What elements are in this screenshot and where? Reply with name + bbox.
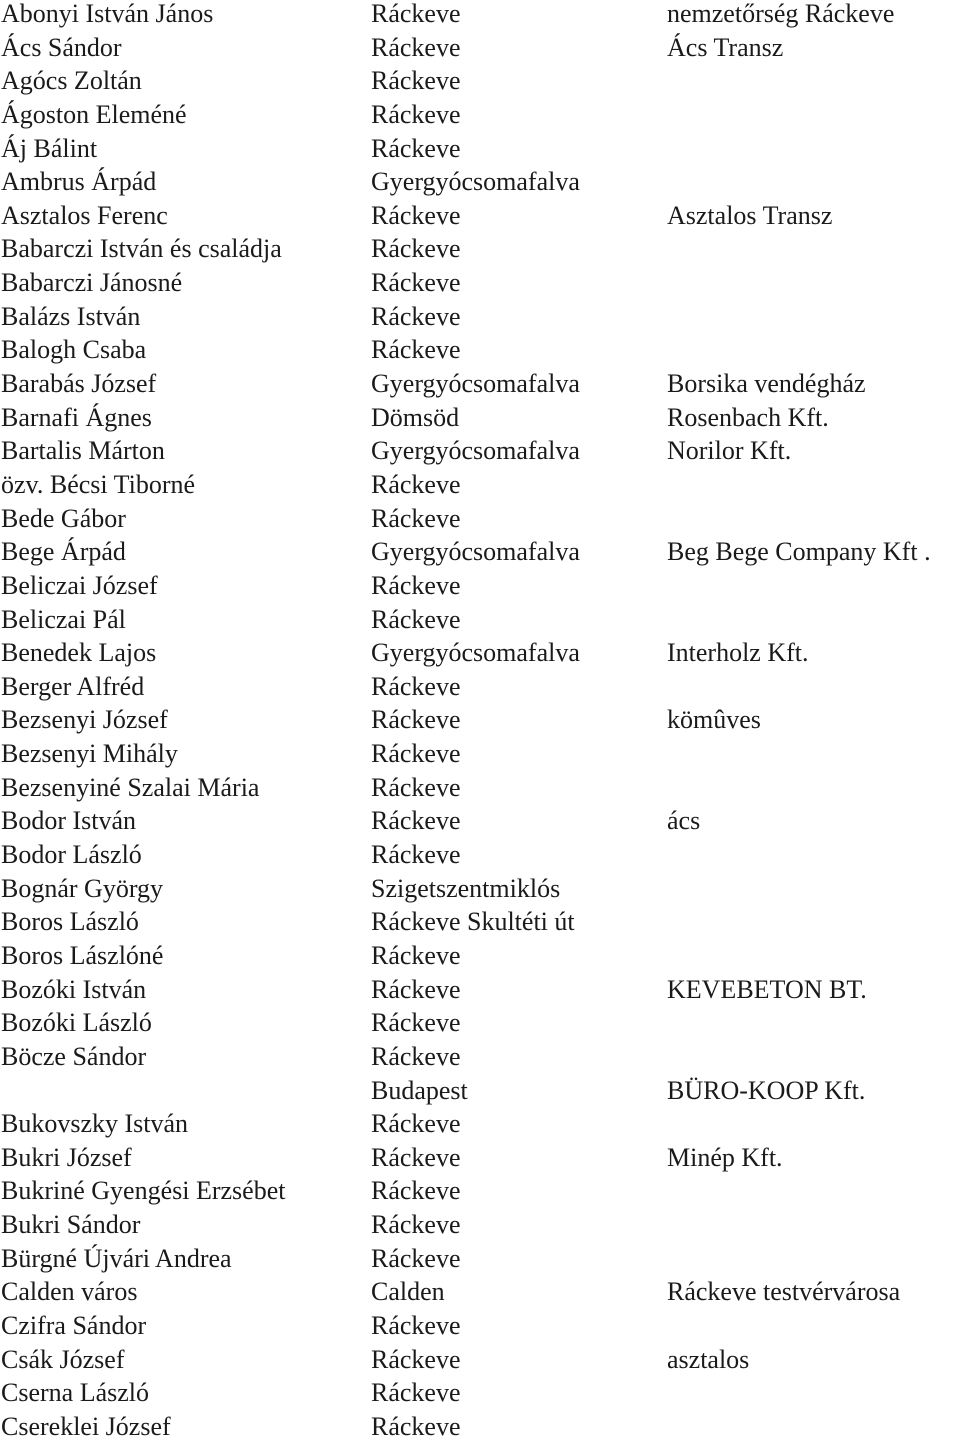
list-row xyxy=(0,165,960,199)
list-row xyxy=(0,502,960,536)
row-name: Beliczai József xyxy=(1,570,158,600)
row-note: Rosenbach Kft. xyxy=(667,402,829,432)
list-row xyxy=(0,367,960,401)
row-note: nemzetőrség Ráckeve xyxy=(667,0,895,28)
row-name: Bartalis Márton xyxy=(1,436,165,466)
row-place: Ráckeve xyxy=(371,133,461,163)
row-name: Barnafi Ágnes xyxy=(1,402,152,432)
row-name: Böcze Sándor xyxy=(1,1041,147,1071)
row-name: Csereklei József xyxy=(1,1411,171,1441)
row-note: Minép Kft. xyxy=(667,1142,783,1172)
list-row xyxy=(0,1174,960,1208)
row-name: Bodor László xyxy=(1,840,142,870)
list-row xyxy=(0,1208,960,1242)
row-note: kömûves xyxy=(667,705,761,735)
row-place: Ráckeve xyxy=(371,1310,461,1340)
list-row xyxy=(0,0,960,31)
list-row xyxy=(0,603,960,637)
row-place: Ráckeve xyxy=(371,335,461,365)
row-name: özv. Bécsi Tiborné xyxy=(1,469,196,499)
row-place: Ráckeve xyxy=(371,974,461,1004)
row-place: Ráckeve xyxy=(371,570,461,600)
list-row xyxy=(0,737,960,771)
list-row xyxy=(0,1242,960,1276)
row-name: Abonyi István János xyxy=(1,0,214,28)
list-row xyxy=(0,1410,960,1444)
row-place: Gyergyócsomafalva xyxy=(371,537,580,567)
row-note: Asztalos Transz xyxy=(667,200,833,230)
list-row xyxy=(0,1343,960,1377)
list-row xyxy=(0,1040,960,1074)
row-name: Benedek Lajos xyxy=(1,638,157,668)
list-row xyxy=(0,31,960,65)
row-name: Bukri József xyxy=(1,1142,132,1172)
row-name: Bognár György xyxy=(1,873,164,903)
row-place: Ráckeve xyxy=(371,806,461,836)
row-place: Ráckeve xyxy=(371,200,461,230)
row-place: Ráckeve xyxy=(371,1142,461,1172)
list-row xyxy=(0,535,960,569)
row-name: Czifra Sándor xyxy=(1,1310,147,1340)
list-row xyxy=(0,132,960,166)
row-place: Ráckeve xyxy=(371,469,461,499)
row-note: asztalos xyxy=(667,1344,750,1374)
list-row xyxy=(0,333,960,367)
row-place: Ráckeve xyxy=(371,1210,461,1240)
row-name: Asztalos Ferenc xyxy=(1,200,168,230)
list-row xyxy=(0,468,960,502)
list-row xyxy=(0,98,960,132)
row-name: Bodor István xyxy=(1,806,137,836)
row-note: Norilor Kft. xyxy=(667,436,792,466)
list-row xyxy=(0,64,960,98)
list-row xyxy=(0,804,960,838)
list-row xyxy=(0,1275,960,1309)
row-name: Agócs Zoltán xyxy=(1,66,142,96)
list-row xyxy=(0,1006,960,1040)
list-row xyxy=(0,434,960,468)
list-row xyxy=(0,636,960,670)
row-name: Boros László xyxy=(1,907,139,937)
row-place: Ráckeve xyxy=(371,234,461,264)
row-name: Babarczi Jánosné xyxy=(1,268,183,298)
row-place: Ráckeve xyxy=(371,503,461,533)
list-row xyxy=(0,872,960,906)
list-row xyxy=(0,1074,960,1108)
row-place: Ráckeve xyxy=(371,1008,461,1038)
list-row xyxy=(0,1141,960,1175)
list-row xyxy=(0,670,960,704)
row-place: Gyergyócsomafalva xyxy=(371,369,580,399)
row-name: Bezsenyi József xyxy=(1,705,168,735)
row-name: Ágoston Eleméné xyxy=(1,99,187,129)
list-row xyxy=(0,199,960,233)
row-place: Ráckeve xyxy=(371,1176,461,1206)
row-note: BÜRO-KOOP Kft. xyxy=(667,1075,866,1105)
row-place: Ráckeve xyxy=(371,301,461,331)
row-name: Balázs István xyxy=(1,301,141,331)
row-name: Cserna László xyxy=(1,1378,150,1408)
list-row xyxy=(0,771,960,805)
row-place: Ráckeve xyxy=(371,1411,461,1441)
row-name: Bukri Sándor xyxy=(1,1210,141,1240)
row-place: Ráckeve xyxy=(371,0,461,28)
row-place: Ráckeve xyxy=(371,66,461,96)
list-row xyxy=(0,703,960,737)
row-place: Ráckeve xyxy=(371,99,461,129)
list-row xyxy=(0,939,960,973)
row-note: Ács Transz xyxy=(667,32,784,62)
row-note: ács xyxy=(667,806,701,836)
row-name: Balogh Csaba xyxy=(1,335,147,365)
row-name: Babarczi István és családja xyxy=(1,234,282,264)
row-place: Gyergyócsomafalva xyxy=(371,167,580,197)
row-name: Barabás József xyxy=(1,369,157,399)
row-place: Ráckeve xyxy=(371,739,461,769)
list-row xyxy=(0,1309,960,1343)
row-place: Ráckeve xyxy=(371,840,461,870)
list-row xyxy=(0,401,960,435)
row-place: Ráckeve xyxy=(371,772,461,802)
row-place: Ráckeve xyxy=(371,940,461,970)
row-place: Szigetszentmiklós xyxy=(371,873,561,903)
row-name: Beliczai Pál xyxy=(1,604,126,634)
list-row xyxy=(0,1107,960,1141)
row-name: Berger Alfréd xyxy=(1,671,145,701)
row-note: KEVEBETON BT. xyxy=(667,974,867,1004)
list-row xyxy=(0,232,960,266)
row-place: Ráckeve xyxy=(371,604,461,634)
row-name: Bede Gábor xyxy=(1,503,126,533)
row-place: Calden xyxy=(371,1277,445,1307)
row-place: Ráckeve Skultéti út xyxy=(371,907,575,937)
row-place: Dömsöd xyxy=(371,402,460,432)
row-name: Ács Sándor xyxy=(1,32,122,62)
row-place: Gyergyócsomafalva xyxy=(371,436,580,466)
row-place: Ráckeve xyxy=(371,32,461,62)
list-row xyxy=(0,1376,960,1410)
row-place: Ráckeve xyxy=(371,1243,461,1273)
row-place: Ráckeve xyxy=(371,1041,461,1071)
row-name: Bege Árpád xyxy=(1,537,126,567)
row-name: Bezsenyi Mihály xyxy=(1,739,178,769)
row-place: Gyergyócsomafalva xyxy=(371,638,580,668)
row-name: Áj Bálint xyxy=(1,133,98,163)
row-name: Bozóki László xyxy=(1,1008,152,1038)
list-row xyxy=(0,300,960,334)
row-name: Bezsenyiné Szalai Mária xyxy=(1,772,260,802)
row-place: Ráckeve xyxy=(371,705,461,735)
row-name: Csák József xyxy=(1,1344,125,1374)
row-name: Boros Lászlóné xyxy=(1,940,164,970)
row-name: Bozóki István xyxy=(1,974,147,1004)
row-place: Ráckeve xyxy=(371,1109,461,1139)
row-name: Ambrus Árpád xyxy=(1,167,157,197)
row-name: Bürgné Újvári Andrea xyxy=(1,1243,232,1273)
row-place: Ráckeve xyxy=(371,1344,461,1374)
list-row xyxy=(0,905,960,939)
row-note: Ráckeve testvérvárosa xyxy=(667,1277,901,1307)
row-name: Bukovszky István xyxy=(1,1109,189,1139)
row-place: Ráckeve xyxy=(371,268,461,298)
row-note: Interholz Kft. xyxy=(667,638,809,668)
row-name: Bukriné Gyengési Erzsébet xyxy=(1,1176,286,1206)
row-place: Ráckeve xyxy=(371,671,461,701)
row-name: Calden város xyxy=(1,1277,138,1307)
row-place: Ráckeve xyxy=(371,1378,461,1408)
list-row xyxy=(0,973,960,1007)
row-place: Budapest xyxy=(371,1075,468,1105)
list-row xyxy=(0,569,960,603)
list-row xyxy=(0,838,960,872)
row-note: Borsika vendégház xyxy=(667,369,866,399)
row-note: Beg Bege Company Kft . xyxy=(667,537,931,567)
list-row xyxy=(0,266,960,300)
